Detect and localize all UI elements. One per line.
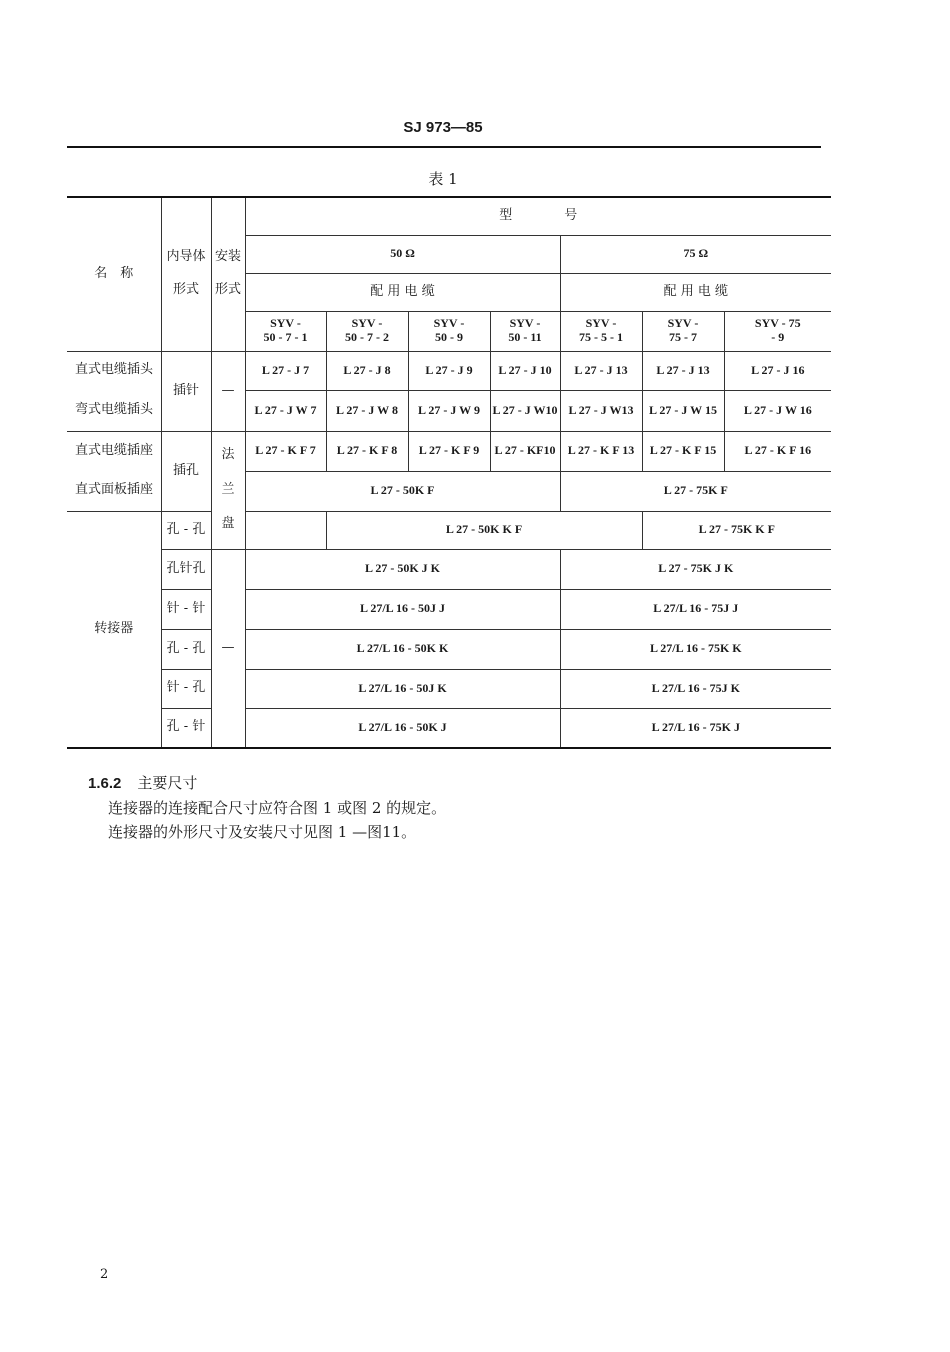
cable-type xyxy=(326,311,408,351)
adapter-model-75: L 27 - 75K K F xyxy=(642,511,831,549)
section-title: 主要尺寸 xyxy=(137,774,198,792)
paragraph-2: 连接器的外形尺寸及安装尺寸见图 1 —图11。 xyxy=(108,823,417,841)
model-cell: L 27 - J 13 xyxy=(642,351,724,390)
cable-label-75: 配 用 电 缆 xyxy=(560,273,831,311)
row-name-straight-plug: 直式电缆插头 xyxy=(67,351,161,390)
adapter-model-75: L 27/L 16 - 75J K xyxy=(560,669,831,708)
cable-type-line2: 50 - 9 xyxy=(435,330,463,344)
head-inner-line1: 内导体 xyxy=(166,249,206,265)
inner-hole: 插孔 xyxy=(161,431,211,511)
cable-type xyxy=(490,311,560,351)
adapter-model-50: L 27/L 16 - 50J K xyxy=(245,669,560,708)
model-cell: L 27 - K F 16 xyxy=(724,431,831,471)
row-name-straight-jack: 直式电缆插座 xyxy=(67,431,161,471)
section-number: 1.6.2 xyxy=(88,775,122,792)
mount-dash: — xyxy=(211,351,245,431)
section-1-6-2 xyxy=(88,771,446,844)
head-model: 型 号 xyxy=(245,197,831,235)
cable-type xyxy=(642,311,724,351)
model-cell: L 27 - K F 8 xyxy=(326,431,408,471)
cable-type-line2: 50 - 7 - 2 xyxy=(345,330,389,344)
cable-type-line2: - 9 xyxy=(771,330,785,344)
adapter-model-75: L 27 - 75K J K xyxy=(560,549,831,589)
model-cell: L 27 - K F 13 xyxy=(560,431,642,471)
paragraph-1: 连接器的连接配合尺寸应符合图 1 或图 2 的规定。 xyxy=(108,799,447,817)
head-inner-line2: 形式 xyxy=(172,282,199,298)
section-heading xyxy=(88,771,446,796)
model-cell: L 27 - J W 15 xyxy=(642,390,724,431)
cable-type xyxy=(245,311,326,351)
cable-type-line1: SYV - xyxy=(667,316,699,331)
adapter-type: 针 - 针 xyxy=(161,589,211,629)
adapter-model-50: L 27/L 16 - 50K J xyxy=(245,708,560,748)
model-cell: L 27 - K F 9 xyxy=(408,431,490,471)
model-cell: L 27 - J 8 xyxy=(326,351,408,390)
inner-pin: 插针 xyxy=(161,351,211,431)
adapter-type: 孔 - 针 xyxy=(161,708,211,748)
cable-type-line1: SYV - 75 xyxy=(754,316,801,331)
row-name-panel-jack: 直式面板插座 xyxy=(67,471,161,511)
model-cell: L 27 - J 16 xyxy=(724,351,831,390)
head-mount-line2: 形式 xyxy=(214,282,241,298)
panel-model-75: L 27 - 75K F xyxy=(560,471,831,511)
cable-type xyxy=(724,311,831,351)
head-mount xyxy=(211,197,245,351)
model-cell: L 27 - J 13 xyxy=(560,351,642,390)
adapter-model-50: L 27/L 16 - 50K K xyxy=(245,629,560,669)
head-inner xyxy=(161,197,211,351)
cable-type xyxy=(408,311,490,351)
cable-type-line1: SYV - xyxy=(509,316,541,331)
cable-type-line2: 50 - 11 xyxy=(508,330,542,344)
adapter-type: 孔 - 孔 xyxy=(161,629,211,669)
model-cell: L 27 - J W 7 xyxy=(245,390,326,431)
cable-type-line2: 50 - 7 - 1 xyxy=(263,330,308,344)
model-cell: L 27 - KF10 xyxy=(490,431,560,471)
header-rule xyxy=(67,146,821,148)
model-cell: L 27 - J 10 xyxy=(490,351,560,390)
mount-flange-char: 法 xyxy=(221,446,235,462)
adapter-type: 孔 - 孔 xyxy=(161,511,211,549)
group-75-ohm: 75 Ω xyxy=(560,235,831,273)
adapter-type: 针 - 孔 xyxy=(161,669,211,708)
model-cell: L 27 - J 9 xyxy=(408,351,490,390)
adapter-model-50: L 27 - 50K K F xyxy=(326,511,642,549)
document-header: SJ 973—85 xyxy=(403,119,483,136)
mount-flange xyxy=(211,431,245,549)
adapter-model-75: L 27/L 16 - 75J J xyxy=(560,589,831,629)
cable-type-line2: 75 - 5 - 1 xyxy=(579,330,623,344)
spec-table xyxy=(67,196,831,749)
model-cell: L 27 - J 7 xyxy=(245,351,326,390)
adapter-model-50: L 27 - 50K J K xyxy=(245,549,560,589)
mount-dash-adapter: — xyxy=(211,549,245,748)
cable-type-line1: SYV - xyxy=(585,316,617,331)
model-cell: L 27 - K F 7 xyxy=(245,431,326,471)
panel-model-50: L 27 - 50K F xyxy=(245,471,560,511)
model-cell: L 27 - J W 9 xyxy=(408,390,490,431)
adapter-model-50: L 27/L 16 - 50J J xyxy=(245,589,560,629)
mount-flange-char: 兰 xyxy=(221,481,235,497)
model-cell: L 27 - J W 8 xyxy=(326,390,408,431)
model-cell: L 27 - J W 16 xyxy=(724,390,831,431)
adapter-model-75: L 27/L 16 - 75K J xyxy=(560,708,831,748)
mount-flange-char: 盘 xyxy=(221,516,235,532)
model-cell: L 27 - J W10 xyxy=(490,390,560,431)
model-cell: L 27 - J W13 xyxy=(560,390,642,431)
table-caption: 表 1 xyxy=(428,170,458,188)
cable-type-line1: SYV - xyxy=(351,316,383,331)
cable-label-50: 配 用 电 缆 xyxy=(245,273,560,311)
mount-blank xyxy=(245,511,326,549)
row-name-angle-plug: 弯式电缆插头 xyxy=(67,390,161,431)
row-name-adapter: 转接器 xyxy=(67,511,161,748)
cable-type-line1: SYV - xyxy=(433,316,465,331)
model-cell: L 27 - K F 15 xyxy=(642,431,724,471)
adapter-type: 孔针孔 xyxy=(161,549,211,589)
group-50-ohm: 50 Ω xyxy=(245,235,560,273)
cable-type xyxy=(560,311,642,351)
cable-type-line2: 75 - 7 xyxy=(669,330,697,344)
head-name: 名 称 xyxy=(67,197,161,351)
head-mount-line1: 安装 xyxy=(214,249,241,265)
cable-type-line1: SYV - xyxy=(270,316,301,331)
adapter-model-75: L 27/L 16 - 75K K xyxy=(560,629,831,669)
page-number: 2 xyxy=(100,1267,109,1282)
